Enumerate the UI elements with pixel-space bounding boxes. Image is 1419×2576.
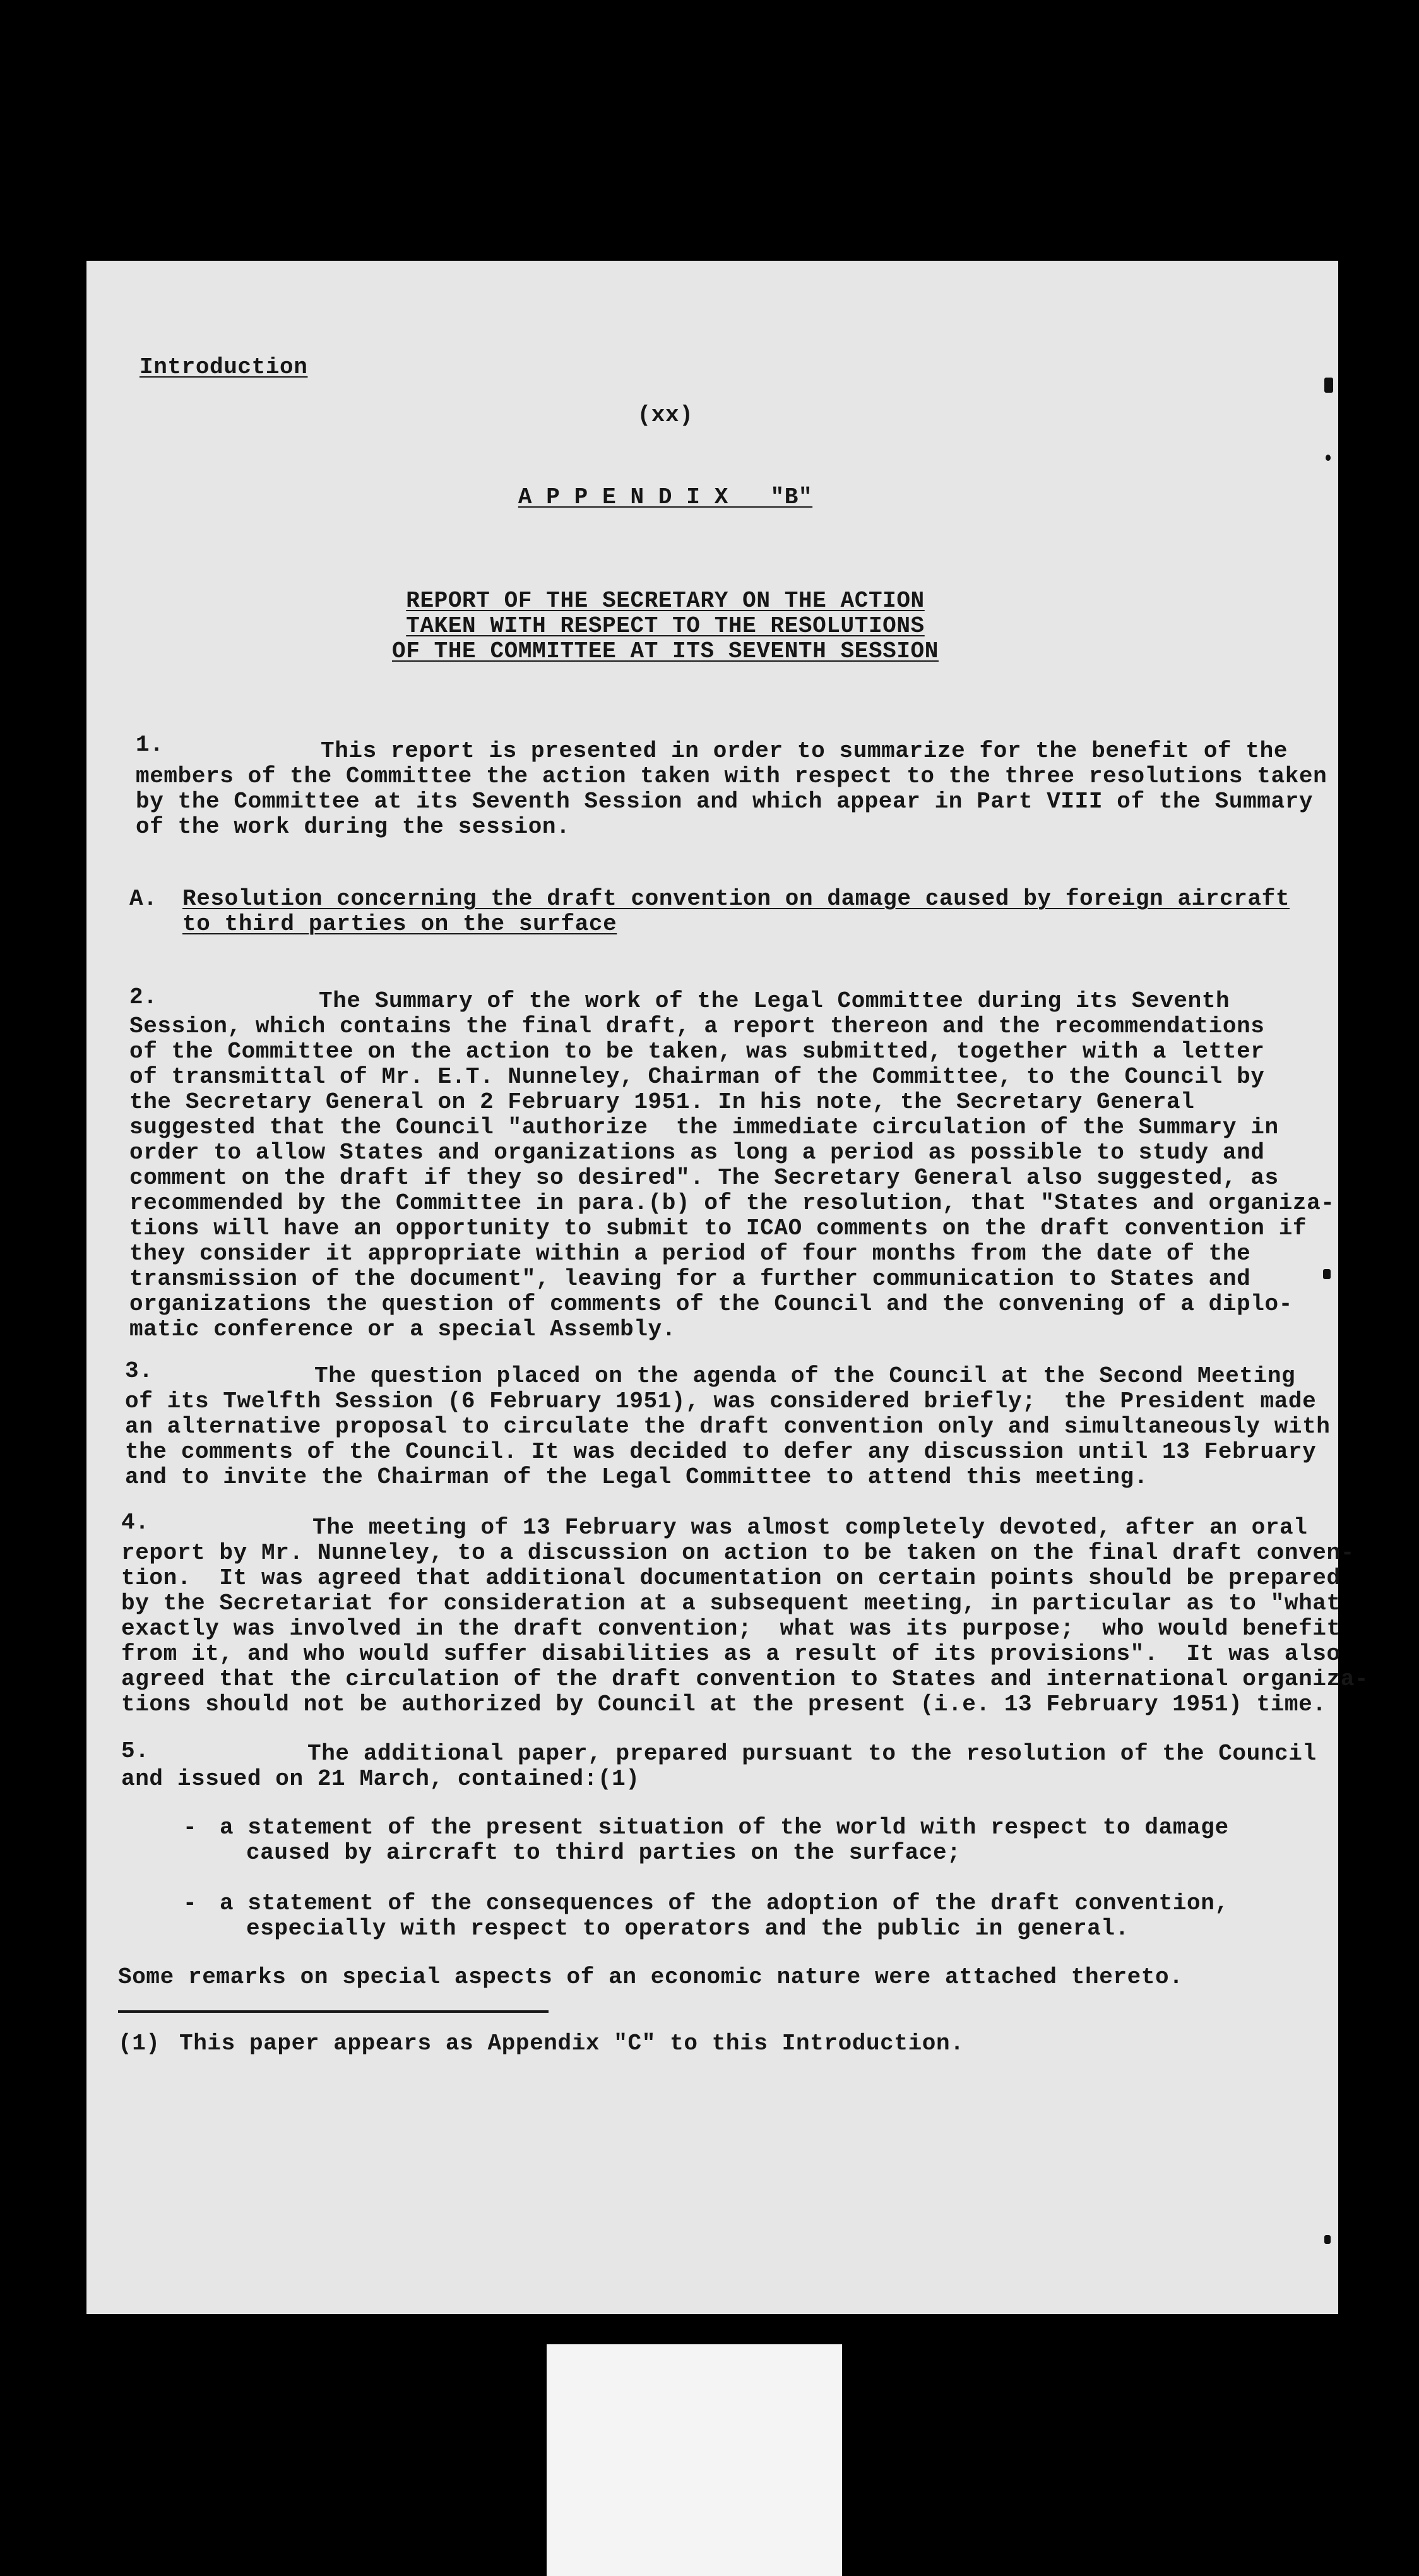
para2-line: of transmittal of Mr. E.T. Nunneley, Chairman of the Committee, to the Council by bbox=[129, 1064, 1265, 1090]
footnote-text: This paper appears as Appendix "C" to this Introduction. bbox=[179, 2030, 965, 2056]
report-title-line-1: REPORT OF THE SECRETARY ON THE ACTION bbox=[406, 588, 925, 614]
appendix-title: A P P E N D I X "B" bbox=[518, 484, 813, 510]
para4-line: by the Secretariat for consideration at a subsequent meeting, in particular as to "what bbox=[121, 1590, 1341, 1616]
para2-line: of the Committee on the action to be taken, was submitted, together with a letter bbox=[129, 1039, 1265, 1064]
para4-line: agreed that the circulation of the draft convention to States and international organiza- bbox=[121, 1666, 1369, 1692]
report-title-line-3: OF THE COMMITTEE AT ITS SEVENTH SESSION bbox=[392, 638, 939, 664]
para2-line: Session, which contains the final draft, a report thereon and the recommendations bbox=[129, 1013, 1265, 1039]
para2-line: tions will have an opportunity to submit to ICAO comments on the draft convention if bbox=[129, 1215, 1307, 1241]
scan-edge-mark bbox=[1323, 1269, 1331, 1279]
para3-line: the comments of the Council. It was decided to defer any discussion until 13 February bbox=[125, 1439, 1317, 1465]
para3-line: and to invite the Chairman of the Legal Committee to attend this meeting. bbox=[125, 1464, 1148, 1490]
section-a-heading-line: to third parties on the surface bbox=[182, 911, 617, 937]
para2-line: the Secretary General on 2 February 1951. In his note, the Secretary General bbox=[129, 1089, 1195, 1115]
footnote-mark: (1) bbox=[118, 2030, 160, 2056]
page-number: (xx) bbox=[637, 402, 694, 428]
para4-line: from it, and who would suffer disabilities as a result of its provisions". It was also bbox=[121, 1641, 1341, 1667]
index-card bbox=[547, 2344, 842, 2576]
report-title-line-2: TAKEN WITH RESPECT TO THE RESOLUTIONS bbox=[406, 613, 925, 639]
para3-number: 3. bbox=[125, 1358, 153, 1384]
para2-number: 2. bbox=[129, 984, 158, 1010]
para5-line: and issued on 21 March, contained:(1) bbox=[121, 1766, 640, 1792]
para1-line: of the work during the session. bbox=[136, 814, 571, 840]
bullet-line: caused by aircraft to third parties on the surface; bbox=[246, 1840, 961, 1866]
scan-edge-mark bbox=[1326, 455, 1331, 461]
para2-line: order to allow States and organizations as long a period as possible to study and bbox=[129, 1140, 1265, 1166]
para2-line: matic conference or a special Assembly. bbox=[129, 1316, 676, 1342]
para4-line: The meeting of 13 February was almost completely devoted, after an oral bbox=[312, 1515, 1308, 1541]
para4-line: tions should not be authorized by Council at the present (i.e. 13 February 1951) time. bbox=[121, 1691, 1327, 1717]
para2-line: transmission of the document", leaving for a further communication to States and bbox=[129, 1266, 1251, 1292]
para3-line: of its Twelfth Session (6 February 1951), was considered briefly; the President made bbox=[125, 1388, 1317, 1414]
closing-sentence: Some remarks on special aspects of an economic nature were attached thereto. bbox=[118, 1964, 1184, 1990]
para5-number: 5. bbox=[121, 1738, 150, 1764]
para4-line: report by Mr. Nunneley, to a discussion on action to be taken on the final draft conven- bbox=[121, 1540, 1355, 1566]
para2-line: comment on the draft if they so desired". The Secretary General also suggested, as bbox=[129, 1165, 1279, 1191]
section-label: Introduction bbox=[140, 354, 308, 380]
footnote-rule bbox=[118, 2010, 549, 2013]
section-a-label: A. bbox=[129, 886, 158, 912]
para5-line: The additional paper, prepared pursuant to the resolution of the Council bbox=[307, 1741, 1317, 1767]
para3-line: an alternative proposal to circulate the draft convention only and simultaneously with bbox=[125, 1414, 1331, 1440]
para2-line: suggested that the Council "authorize the immediate circulation of the Summary in bbox=[129, 1114, 1279, 1140]
para3-line: The question placed on the agenda of the Council at the Second Meeting bbox=[314, 1363, 1296, 1389]
para4-number: 4. bbox=[121, 1510, 150, 1535]
para4-line: exactly was involved in the draft convention; what was its purpose; who would benefit bbox=[121, 1616, 1341, 1642]
para2-line: recommended by the Committee in para.(b) of the resolution, that "States and organiza- bbox=[129, 1190, 1335, 1216]
para2-line: The Summary of the work of the Legal Committee during its Seventh bbox=[319, 988, 1230, 1014]
para2-line: organizations the question of comments of the Council and the convening of a diplo- bbox=[129, 1291, 1293, 1317]
scan-edge-mark bbox=[1324, 378, 1333, 393]
bullet-dash: - bbox=[183, 1815, 198, 1840]
bullet-line: especially with respect to operators and the public in general. bbox=[246, 1916, 1129, 1941]
para4-line: tion. It was agreed that additional documentation on certain points should be prepared bbox=[121, 1565, 1341, 1591]
para2-line: they consider it appropriate within a period of four months from the date of the bbox=[129, 1241, 1251, 1267]
section-a-heading-line: Resolution concerning the draft convention on damage caused by foreign aircraft bbox=[182, 886, 1290, 912]
para1-number: 1. bbox=[136, 732, 164, 758]
para1-line: by the Committee at its Seventh Session and which appear in Part VIII of the Summary bbox=[136, 789, 1314, 814]
bullet-line: a statement of the present situation of the world with respect to damage bbox=[220, 1815, 1229, 1840]
bullet-line: a statement of the consequences of the adoption of the draft convention, bbox=[220, 1890, 1229, 1916]
scan-edge-mark bbox=[1324, 2235, 1331, 2244]
para1-line: This report is presented in order to summarize for the benefit of the bbox=[321, 738, 1288, 764]
bullet-dash: - bbox=[183, 1890, 198, 1916]
para1-line: members of the Committee the action taken with respect to the three resolutions taken bbox=[136, 763, 1327, 789]
